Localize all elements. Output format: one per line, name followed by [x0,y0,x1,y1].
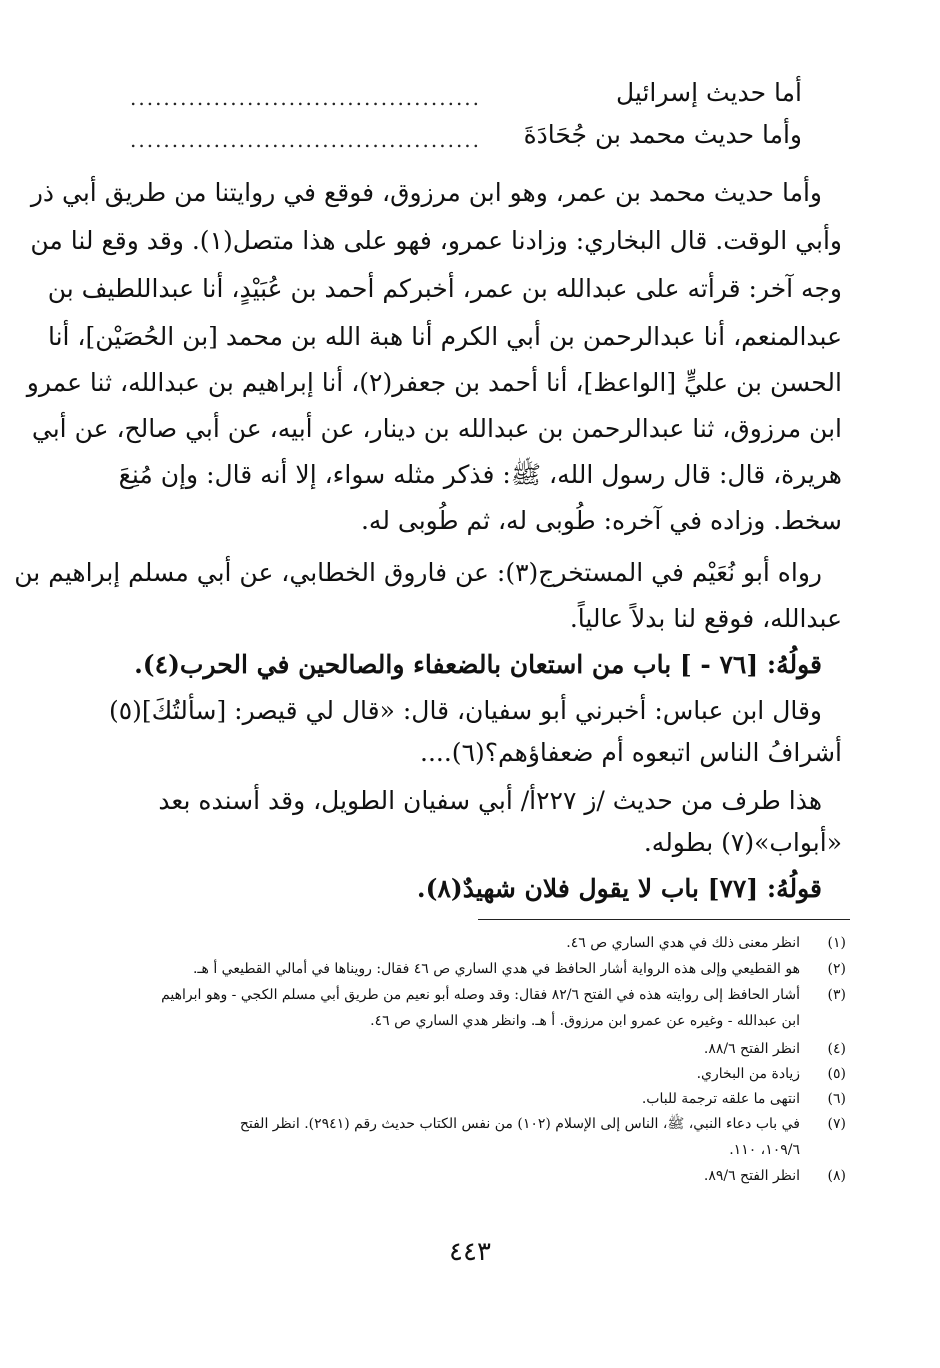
footnote-text: هو القطيعي وإلى هذه الرواية أشار الحافظ في هدي الساري ص ٤٦ فقال: رويناها في أمالي القطيعي أ هـ. [192,961,800,977]
body-line: ابن مرزوق، ثنا عبدالرحمن بن عبدالله بن دينار، عن أبيه، عن أبي صالح، عن أبي [31,414,842,443]
body-line: رواه أبو نُعَيْم في المستخرج(٣): عن فاروق الخطابي، عن أبي مسلم إبراهيم بن [14,558,822,587]
page-number: ٤٤٣ [449,1237,491,1267]
body-line: عبدالله، فوقع لنا بدلاً عالياً. [569,604,842,633]
body-line: هذا طرف من حديث /ز ٢٢٧أ/ أبي سفيان الطويل، وقد أسنده بعد [158,786,822,815]
footnote-separator [478,919,850,920]
footnote-number: (٣) [827,987,846,1003]
body-line: «أبواب»(٧) بطوله. [643,828,842,857]
footnote-number: (٥) [827,1066,846,1082]
footnote-text: ١٠٩/٦، ١١٠. [729,1142,800,1158]
body-line: هريرة، قال: قال رسول الله، ﷺ: فذكر مثله سواء، إلا أنه قال: وإن مُنِعَ [118,460,842,489]
chapter-heading-76: قولُهُ: [٧٦ - ] باب من استعان بالضعفاء والصالحين في الحرب(٤). [134,650,822,679]
footnote-text: انظر الفتح ٨٨/٦. [703,1041,800,1057]
footnote-number: (٦) [827,1091,846,1107]
footnote-number: (٨) [827,1168,846,1184]
body-line: وأما حديث محمد بن عمر، وهو ابن مرزوق، فوقع في روايتنا من طريق أبي ذر [30,178,822,207]
body-line: عبدالمنعم، أنا عبدالرحمن بن أبي الكرم أنا هبة الله بن محمد [بن الحُصَيْن]، أنا [47,322,842,351]
body-line: وقال ابن عباس: أخبرني أبو سفيان، قال: «قال لي قيصر: [سألتُكَ](٥) [108,696,822,725]
entry-juhadah: وأما حديث محمد بن جُحَادَةَ [523,120,802,149]
footnote-text: انظر معنى ذلك في هدي الساري ص ٤٦. [566,935,800,951]
body-line: أشرافُ الناس اتبعوه أم ضعفاؤهم؟(٦).... [420,738,842,767]
footnote-text: انتهى ما علقه ترجمة للباب. [641,1091,800,1107]
footnote-text: زيادة من البخاري. [696,1066,800,1082]
footnote-text: ابن عبدالله - وغيره عن عمرو ابن مرزوق. أ هـ. وانظر هدي الساري ص ٤٦. [370,1013,800,1029]
body-line: وجه آخر: قرأته على عبدالله بن عمر، أخبركم أحمد بن عُبَيْدٍ، أنا عبداللطيف بن [47,274,842,303]
footnote-number: (٢) [827,961,846,977]
body-line: سخط. وزاده في آخره: طُوبى له، ثم طُوبى له. [360,506,842,535]
footnote-number: (١) [827,935,846,951]
body-line: وأبي الوقت. قال البخاري: وزادنا عمرو، فهو على هذا متصل(١). وقد وقع لنا من [30,226,842,255]
footnote-number: (٤) [827,1041,846,1057]
dotted-leader: .......................................... [130,86,482,110]
footnote-number: (٧) [827,1116,846,1132]
entry-israil: أما حديث إسرائيل [616,78,802,107]
footnote-text: أشار الحافظ إلى روايته هذه في الفتح ٨٢/٦ فقال: وقد وصله أبو نعيم من طريق أبي مسلم الكجي - وهو ابراهيم [161,987,800,1003]
chapter-heading-77: قولُهُ: [٧٧] باب لا يقول فلان شهيدٌ(٨). [416,874,822,903]
body-line: الحسن بن عليٍّ [الواعظ]، أنا أحمد بن جعفر(٢)، أنا إبراهيم بن عبدالله، ثنا عمرو [26,368,842,397]
footnote-text: انظر الفتح ٨٩/٦. [703,1168,800,1184]
dotted-leader: .......................................... [130,128,482,152]
footnote-text: في باب دعاء النبي، ﷺ، الناس إلى الإسلام (١٠٢) من نفس الكتاب حديث رقم (٢٩٤١). انظر الفتح [239,1116,800,1132]
